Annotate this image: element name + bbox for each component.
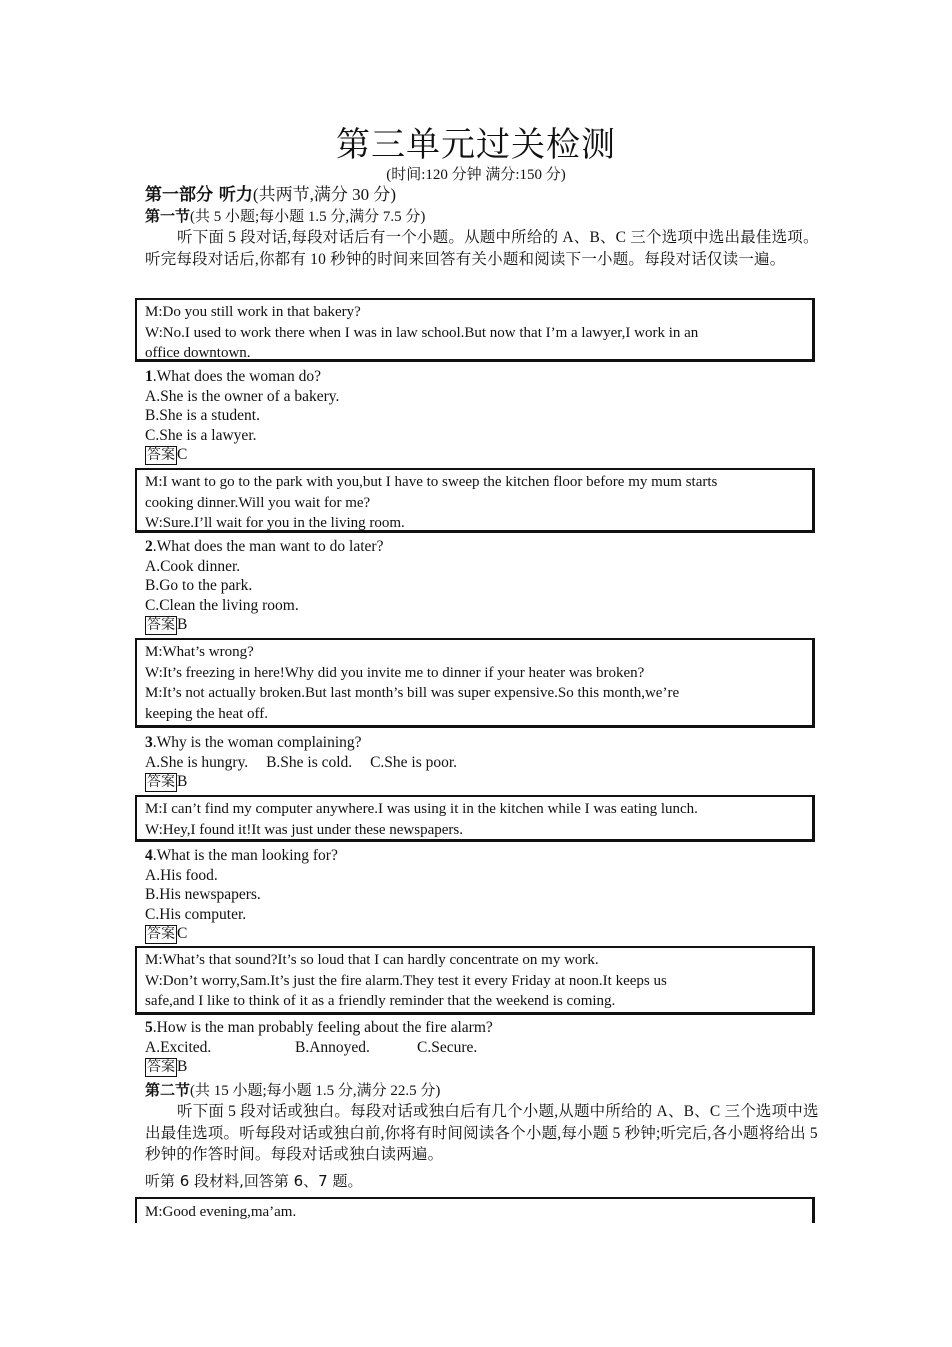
answer-value: B xyxy=(177,1058,188,1075)
dialogue-line: W:Don’t worry,Sam.It’s just the fire alarm.They test it every Friday at noon.It keeps us xyxy=(145,972,667,989)
option-b: B.His newspapers. xyxy=(145,886,261,903)
dialogue-line: cooking dinner.Will you wait for me? xyxy=(145,494,371,511)
option-b: B.She is a student. xyxy=(145,407,260,424)
part1-heading-detail: (共两节,满分 30 分) xyxy=(252,185,396,204)
answer-row xyxy=(145,445,821,465)
question-4 xyxy=(145,846,821,944)
answer-row xyxy=(145,772,821,792)
question-number: 2 xyxy=(145,538,153,555)
dialogue-line: W:Sure.I’ll wait for you in the living room. xyxy=(145,515,405,531)
question-number: 5 xyxy=(145,1019,153,1036)
answer-label: 答案 xyxy=(147,617,175,633)
option-a: A.Excited. xyxy=(145,1038,212,1056)
answer-label: 答案 xyxy=(147,1059,175,1075)
answer-label: 答案 xyxy=(147,447,175,463)
option-a: A.She is the owner of a bakery. xyxy=(145,387,340,405)
option-c: C.She is poor. xyxy=(370,753,458,771)
section2-instructions: 听下面 5 段对话或独白。每段对话或独白后有几个小题,从题中所给的 A、B、C 三个选项中选出最佳选项。听每段对话或独白前,你将有时间阅读各个小题,每小题 5 秒钟;听完后,各小题将给出 5 秒钟的作答时间。每段对话或独白读两遍。 xyxy=(145,1103,819,1163)
material-heading: 听第 6 段材料,回答第 6、7 题。 xyxy=(145,1171,363,1190)
exam-time-info: (时间:120 分钟 满分:150 分) xyxy=(386,167,566,183)
answer-row xyxy=(145,615,821,635)
dialogue-box-4 xyxy=(135,795,815,842)
answer-row xyxy=(145,924,821,944)
dialogue-line: M:Good evening,ma’am. xyxy=(145,1204,297,1220)
dialogue-line: keeping the heat off. xyxy=(145,705,269,722)
option-b: B.Go to the park. xyxy=(145,577,253,594)
dialogue-box-1 xyxy=(135,298,815,362)
option-c: C.Clean the living room. xyxy=(145,596,299,614)
question-2 xyxy=(145,537,821,635)
dialogue-box-5 xyxy=(135,946,815,1015)
question-3 xyxy=(145,733,821,792)
option-a: A.Cook dinner. xyxy=(145,557,241,575)
question-number: 1 xyxy=(145,368,153,385)
dialogue-line: W:No.I used to work there when I was in law school.But now that I’m a lawyer,I work in an xyxy=(145,324,699,341)
answer-label: 答案 xyxy=(147,926,175,942)
answer-value: B xyxy=(177,616,188,633)
dialogue-box-6 xyxy=(135,1197,815,1223)
answer-value: C xyxy=(177,446,188,463)
dialogue-box-2 xyxy=(135,468,815,533)
question-text: .What is the man looking for? xyxy=(152,847,338,864)
dialogue-line: M:Do you still work in that bakery? xyxy=(145,304,361,320)
option-a: A.She is hungry. xyxy=(145,753,249,771)
option-c: C.Secure. xyxy=(417,1038,478,1056)
dialogue-line: office downtown. xyxy=(145,345,251,361)
option-c: C.His computer. xyxy=(145,905,247,923)
dialogue-line: W:Hey,I found it!It was just under these newspapers. xyxy=(145,821,463,838)
section1-instructions: 听下面 5 段对话,每段对话后有一个小题。从题中所给的 A、B、C 三个选项中选出最佳选项。听完每段对话后,你都有 10 秒钟的时间来回答有关小题和阅读下一小题。每段对话仅读一遍。 xyxy=(145,229,819,268)
dialogue-line: M:I want to go to the park with you,but I have to sweep the kitchen floor before my mum starts xyxy=(145,474,718,490)
question-text: .What does the man want to do later? xyxy=(152,538,384,555)
option-b: B.She is cold. xyxy=(266,753,353,771)
option-a: A.His food. xyxy=(145,866,218,884)
option-b: B.Annoyed. xyxy=(295,1038,370,1056)
dialogue-line: safe,and I like to think of it as a friendly reminder that the weekend is coming. xyxy=(145,993,616,1009)
question-number: 4 xyxy=(145,847,153,864)
answer-row xyxy=(145,1057,821,1077)
question-text: .Why is the woman complaining? xyxy=(152,734,362,751)
section2-heading: 第二节 xyxy=(145,1081,191,1099)
section2 xyxy=(145,1080,821,1191)
answer-value: B xyxy=(177,773,188,790)
dialogue-line: M:What’s wrong? xyxy=(145,644,254,660)
answer-label: 答案 xyxy=(147,774,175,790)
option-c: C.She is a lawyer. xyxy=(145,426,257,444)
dialogue-line: W:It’s freezing in here!Why did you invite me to dinner if your heater was broken? xyxy=(145,664,645,681)
question-text: .What does the woman do? xyxy=(152,368,322,385)
dialogue-line: M:I can’t find my computer anywhere.I was using it in the kitchen while I was eating lunch. xyxy=(145,801,698,817)
section2-heading-detail: (共 15 小题;每小题 1.5 分,满分 22.5 分) xyxy=(190,1083,441,1099)
part1-header xyxy=(145,184,821,270)
page-title: 第三单元过关检测 xyxy=(336,125,616,165)
part1-heading: 第一部分 听力 xyxy=(145,185,253,205)
question-5 xyxy=(145,1018,821,1077)
section1-heading-detail: (共 5 小题;每小题 1.5 分,满分 7.5 分) xyxy=(190,209,426,225)
answer-value: C xyxy=(177,925,188,942)
dialogue-line: M:It’s not actually broken.But last month’s bill was super expensive.So this month,we’re xyxy=(145,685,680,701)
dialogue-line: M:What’s that sound?It’s so loud that I can hardly concentrate on my work. xyxy=(145,952,599,968)
question-number: 3 xyxy=(145,734,153,751)
section1-heading: 第一节 xyxy=(145,207,191,225)
question-1 xyxy=(145,367,821,465)
dialogue-box-3 xyxy=(135,638,815,728)
question-text: .How is the man probably feeling about the fire alarm? xyxy=(152,1019,493,1036)
